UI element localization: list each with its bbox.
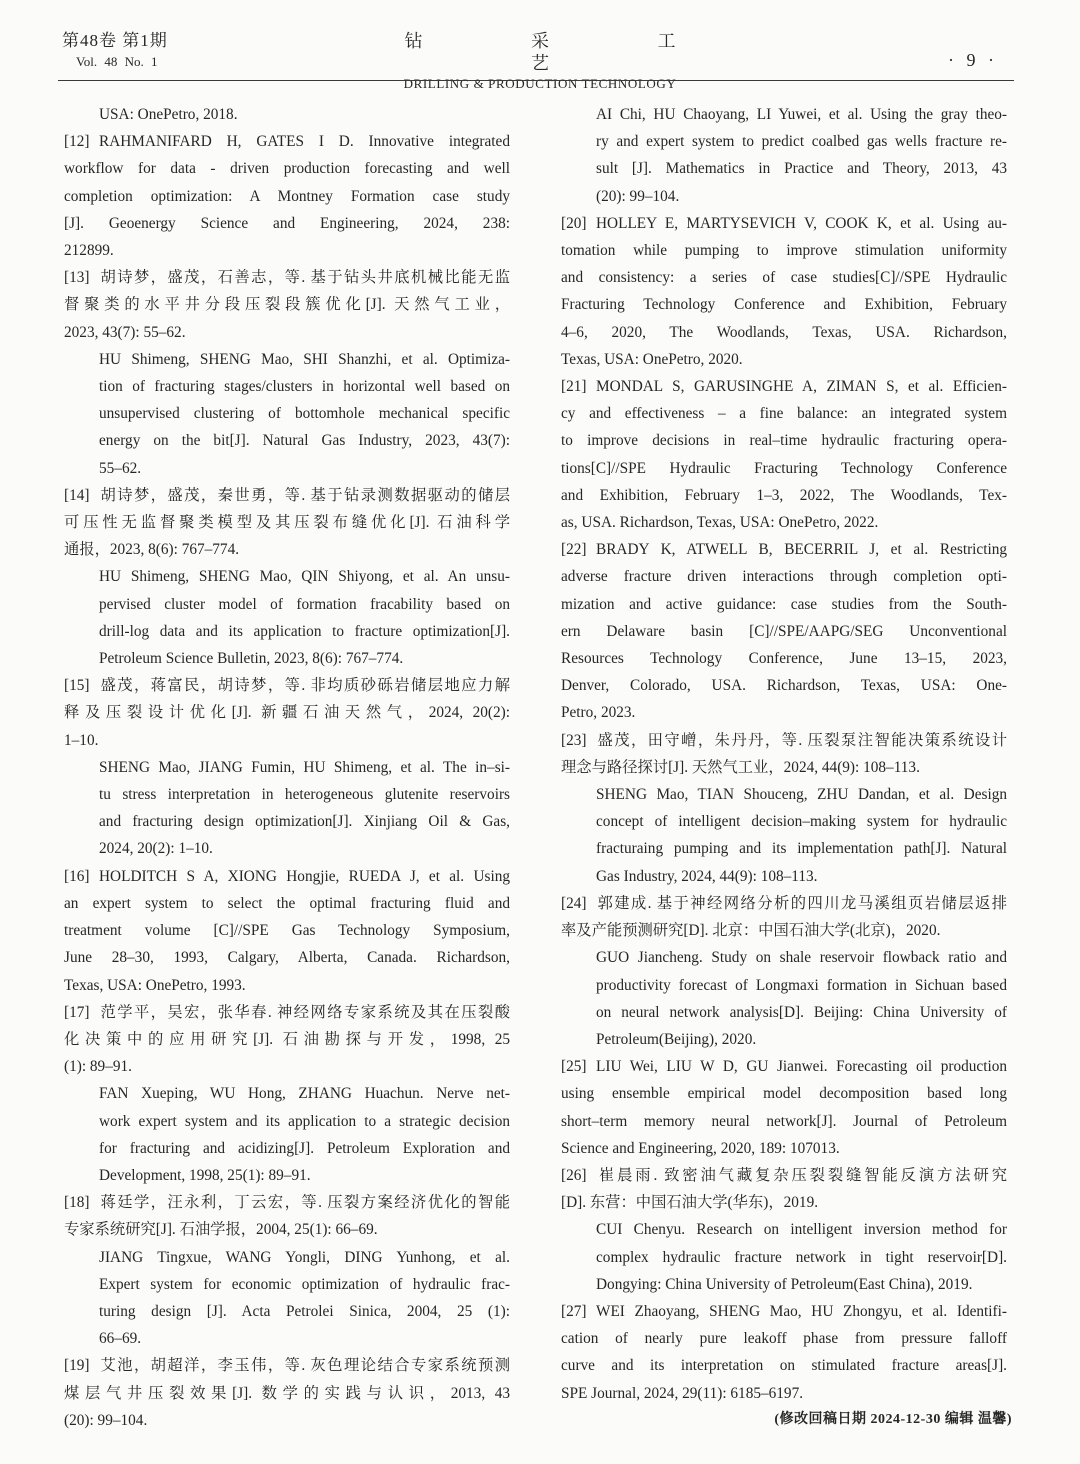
reference-text: LIU Wei, LIU W D, GU Jianwei. Forecasting oil production — [596, 1058, 1007, 1076]
reference-entry — [64, 1189, 510, 1243]
reference-entry — [561, 536, 1007, 726]
journal-title-cn: 钻 采 工 艺 — [404, 31, 728, 73]
reference-line: 专家系统研究[J]. 石油学报，2004, 25(1): 66–69. — [64, 1221, 378, 1239]
reference-number: [15] — [64, 677, 90, 695]
reference-line: tion of fracturing stages/clusters in horizontal well based on — [99, 378, 510, 396]
reference-line: 2023, 43(7): 55–62. — [64, 323, 186, 341]
reference-number: [20] — [561, 214, 587, 232]
reference-line: Expert system for economic optimization of hydraulic frac- — [99, 1275, 510, 1293]
reference-line: (1): 89–91. — [64, 1058, 132, 1076]
reference-line: sult [J]. Mathematics in Practice and Theory, 2013, 43 — [596, 160, 1007, 178]
reference-line: tomation while pumping to improve stimulation uniformity — [561, 242, 1007, 260]
reference-line — [561, 890, 1007, 917]
reference-line: for fracturing and acidizing[J]. Petroleum Exploration and — [99, 1139, 510, 1157]
reference-line — [64, 1352, 510, 1379]
reference-line: unsupervised clustering of bottomhole mechanical specific — [99, 405, 510, 423]
reference-line — [64, 999, 510, 1026]
journal-title — [360, 30, 728, 94]
reference-line — [64, 1189, 510, 1216]
reference-translation — [64, 563, 510, 672]
reference-line: JIANG Tingxue, WANG Yongli, DING Yunhong, et al. — [99, 1248, 510, 1266]
reference-line: ern Delaware basin [C]//SPE/AAPG/SEG Unconventional — [561, 622, 1007, 640]
reference-line: drill-log data and its application to fracture optimization[J]. — [99, 622, 510, 640]
reference-line: Denver, Colorado, USA. Richardson, Texas, USA: One- — [561, 677, 1007, 695]
reference-line: work expert system and its application to a strategic decision — [99, 1112, 510, 1130]
journal-title-en: DRILLING & PRODUCTION TECHNOLOGY — [403, 76, 677, 91]
reference-text: BRADY K, ATWELL B, BECERRIL J, et al. Restricting — [596, 541, 1007, 559]
reference-line — [561, 210, 1007, 237]
reference-number: [23] — [561, 731, 587, 749]
volume-info — [62, 30, 168, 72]
reference-number: [19] — [64, 1357, 90, 1375]
reference-line: GUO Jiancheng. Study on shale reservoir flowback ratio and — [596, 949, 1007, 967]
reference-number: [18] — [64, 1194, 90, 1212]
reference-line: 化决策中的应用研究[J]. 石油勘探与开发，1998, 25 — [64, 1030, 510, 1048]
reference-line — [561, 536, 1007, 563]
reference-line: [J]. Geoenergy Science and Engineering, 2024, 238: — [64, 214, 510, 232]
reference-line: FAN Xueping, WU Hong, ZHANG Huachun. Nerve net- — [99, 1085, 510, 1103]
reference-line: turing design [J]. Acta Petrolei Sinica, 2004, 25 (1): — [99, 1302, 510, 1320]
reference-entry — [64, 999, 510, 1081]
reference-line: 释及压裂设计优化[J]. 新疆石油天然气，2024, 20(2): — [64, 704, 510, 722]
reference-line: mization and active guidance: case studies from the South- — [561, 595, 1007, 613]
reference-line: cation of nearly pure leakoff phase from pressure falloff — [561, 1330, 1007, 1348]
reference-line: curve and its interpretation on stimulated fracture areas[J]. — [561, 1357, 1007, 1375]
reference-line: Petro, 2023. — [561, 704, 636, 722]
reference-line: an expert system to select the optimal fracturing fluid and — [64, 894, 510, 912]
reference-translation — [561, 944, 1007, 1053]
reference-line: 2024, 20(2): 1–10. — [99, 840, 213, 858]
reference-line — [561, 1053, 1007, 1080]
reference-line — [64, 863, 510, 890]
reference-line: tu stress interpretation in heterogeneous glutenite reservoirs — [99, 786, 510, 804]
reference-number: [14] — [64, 486, 90, 504]
reference-list — [64, 128, 510, 1434]
reference-line: and fracturing design optimization[J]. Xinjiang Oil & Gas, — [99, 813, 510, 831]
reference-entry — [64, 482, 510, 564]
reference-entry — [64, 128, 510, 264]
reference-line: 212899. — [64, 242, 114, 260]
reference-text: 崔晨雨. 致密油气藏复杂压裂裂缝智能反演方法研究 — [596, 1166, 1007, 1184]
reference-list — [561, 210, 1007, 1407]
page-number: · 9 · — [948, 50, 998, 70]
reference-line: pervised cluster model of formation fracability based on — [99, 595, 510, 613]
reference-line: 督聚类的水平井分段压裂段簇优化[J]. 天然气工业， — [64, 296, 510, 314]
reference-line: SHENG Mao, TIAN Shouceng, ZHU Dandan, et al. Design — [596, 786, 1007, 804]
reference-entry — [561, 1298, 1007, 1407]
reference-line: cy and effectiveness – a fine balance: an integrated system — [561, 405, 1007, 423]
reference-line: 率及产能预测研究[D]. 北京：中国石油大学(北京)，2020. — [561, 922, 941, 940]
reference-text: HOLDITCH S A, XIONG Hongjie, RUEDA J, et al. Using — [99, 867, 510, 885]
reference-line: Development, 1998, 25(1): 89–91. — [99, 1166, 311, 1184]
reference-line: 66–69. — [99, 1330, 142, 1348]
reference-number: [17] — [64, 1003, 90, 1021]
reference-translation — [64, 1244, 510, 1353]
reference-line: Gas Industry, 2024, 44(9): 108–113. — [596, 867, 818, 885]
reference-entry — [64, 672, 510, 754]
reference-line: completion optimization: A Montney Formation case study — [64, 187, 510, 205]
reference-line: Dongying: China University of Petroleum(East China), 2019. — [596, 1275, 973, 1293]
reference-line: (20): 99–104. — [64, 1411, 148, 1429]
reference-line: 55–62. — [99, 459, 142, 477]
reference-line: [D]. 东营：中国石油大学(华东)，2019. — [561, 1194, 819, 1212]
reference-entry — [561, 373, 1007, 536]
reference-line: short–term memory neural network[J]. Journal of Petroleum — [561, 1112, 1007, 1130]
reference-translation — [561, 781, 1007, 890]
reference-number: [26] — [561, 1166, 587, 1184]
reference-number: [25] — [561, 1058, 587, 1076]
reference-number: [27] — [561, 1302, 587, 1320]
reference-number: [22] — [561, 541, 587, 559]
reference-line: to improve decisions in real–time hydraulic fracturing opera- — [561, 432, 1007, 450]
reference-line: SHENG Mao, JIANG Fumin, HU Shimeng, et al. The in–si- — [99, 758, 510, 776]
reference-line: CUI Chenyu. Research on intelligent inversion method for — [596, 1221, 1007, 1239]
reference-column-right — [561, 101, 1007, 1407]
reference-line — [64, 672, 510, 699]
reference-entry — [64, 264, 510, 346]
reference-translation — [64, 1080, 510, 1189]
reference-line: 煤层气井压裂效果[J]. 数学的实践与认识，2013, 43 — [64, 1384, 510, 1402]
reference-line: productivity forecast of Longmaxi formation in Sichuan based — [596, 976, 1007, 994]
reference-line — [64, 128, 510, 155]
reference-text: 胡诗梦，盛茂，秦世勇，等. 基于钻录测数据驱动的储层 — [99, 486, 510, 504]
reference-number: [24] — [561, 894, 587, 912]
volume-en: Vol. 48 No. 1 — [76, 54, 158, 69]
reference-line: USA: OnePetro, 2018. — [99, 106, 238, 123]
reference-text: 盛茂，蒋富民，胡诗梦，等. 非均质砂砾岩储层地应力解 — [99, 677, 510, 695]
reference-line: HU Shimeng, SHENG Mao, SHI Shanzhi, et al. Optimiza- — [99, 350, 510, 368]
reference-number: [13] — [64, 269, 90, 287]
reference-column-left — [64, 101, 510, 1434]
reference-line: and consistency: a series of case studies[C]//SPE Hydraulic — [561, 269, 1007, 287]
reference-line — [64, 482, 510, 509]
reference-translation — [561, 1216, 1007, 1298]
reference-number: [16] — [64, 867, 90, 885]
volume-cn: 第48卷 第1期 — [62, 31, 168, 50]
reference-text: 范学平，吴宏，张华春. 神经网络专家系统及其在压裂酸 — [99, 1003, 510, 1021]
reference-number: [12] — [64, 133, 90, 151]
reference-line: on neural network analysis[D]. Beijing: China University of — [596, 1003, 1007, 1021]
reference-line: workflow for data - driven production forecasting and well — [64, 160, 510, 178]
reference-line — [561, 1298, 1007, 1325]
reference-line: concept of intelligent decision–making system for hydraulic — [596, 813, 1007, 831]
reference-entry — [561, 727, 1007, 781]
reference-line: complex hydraulic fracture network in tight reservoir[D]. — [596, 1248, 1007, 1266]
reference-entry — [64, 1352, 510, 1434]
reference-entry — [561, 1053, 1007, 1162]
reference-number: [21] — [561, 378, 587, 396]
reference-line: ry and expert system to predict coalbed gas wells fracture re- — [596, 133, 1007, 151]
header-divider — [58, 80, 1014, 81]
reference-entry — [64, 863, 510, 999]
reference-line: treatment volume [C]//SPE Gas Technology Symposium, — [64, 922, 510, 940]
reference-entry — [561, 210, 1007, 373]
reference-continuation — [561, 101, 1007, 210]
reference-line: 通报，2023, 8(6): 767–774. — [64, 541, 240, 559]
reference-line: Science and Engineering, 2020, 189: 107013. — [561, 1139, 840, 1157]
reference-line — [561, 727, 1007, 754]
reference-line: Texas, USA: OnePetro, 1993. — [64, 976, 246, 994]
reference-entry — [561, 1162, 1007, 1216]
reference-text: RAHMANIFARD H, GATES I D. Innovative integrated — [99, 133, 510, 151]
reference-line — [561, 1162, 1007, 1189]
reference-entry — [561, 890, 1007, 944]
reference-line: using ensemble empirical model decomposition based long — [561, 1085, 1007, 1103]
reference-line: as, USA. Richardson, Texas, USA: OnePetro, 2022. — [561, 514, 879, 532]
reference-line — [64, 264, 510, 291]
reference-line: Fracturing Technology Conference and Exhibition, February — [561, 296, 1007, 314]
reference-text: 胡诗梦，盛茂，石善志，等. 基于钻头井底机械比能无监 — [99, 269, 510, 287]
reference-line: 4–6, 2020, The Woodlands, Texas, USA. Richardson, — [561, 323, 1007, 341]
reference-text: 艾池，胡超洋，李玉伟，等. 灰色理论结合专家系统预测 — [99, 1357, 510, 1375]
reference-text: WEI Zhaoyang, SHENG Mao, HU Zhongyu, et al. Identifi- — [596, 1302, 1007, 1320]
reference-line: energy on the bit[J]. Natural Gas Industry, 2023, 43(7): — [99, 432, 510, 450]
reference-line: 理念与路径探讨[J]. 天然气工业，2024, 44(9): 108–113. — [561, 758, 920, 776]
reference-line: AI Chi, HU Chaoyang, LI Yuwei, et al. Using the gray theo- — [596, 106, 1007, 123]
reference-line: 可压性无监督聚类模型及其压裂布缝优化[J]. 石油科学 — [64, 514, 510, 532]
reference-translation — [64, 754, 510, 863]
reference-line: 1–10. — [64, 731, 99, 749]
reference-line — [561, 373, 1007, 400]
reference-line: June 28–30, 1993, Calgary, Alberta, Canada. Richardson, — [64, 949, 510, 967]
reference-text: 蒋廷学，汪永利，丁云宏，等. 压裂方案经济优化的智能 — [99, 1194, 510, 1212]
reference-line: tions[C]//SPE Hydraulic Fracturing Technology Conference — [561, 459, 1007, 477]
reference-line: fracturaing pumping and its implementation path[J]. Natural — [596, 840, 1007, 858]
reference-line: adverse fracture driven interactions through completion opti- — [561, 568, 1007, 586]
reference-translation — [64, 346, 510, 482]
reference-text: 盛茂，田守嶒，朱丹丹，等. 压裂泵注智能决策系统设计 — [596, 731, 1007, 749]
reference-line: Resources Technology Conference, June 13–15, 2023, — [561, 650, 1007, 668]
reference-text: HOLLEY E, MARTYSEVICH V, COOK K, et al. Using au- — [596, 214, 1007, 232]
reference-line: Texas, USA: OnePetro, 2020. — [561, 350, 743, 368]
reference-line: SPE Journal, 2024, 29(11): 6185–6197. — [561, 1384, 804, 1402]
revision-editor-note: (修改回稿日期 2024-12-30 编辑 温馨) — [774, 1412, 1012, 1427]
reference-line: Petroleum(Beijing), 2020. — [596, 1030, 757, 1048]
reference-line: HU Shimeng, SHENG Mao, QIN Shiyong, et al. An unsu- — [99, 568, 510, 586]
reference-line: and Exhibition, February 1–3, 2022, The Woodlands, Tex- — [561, 486, 1007, 504]
reference-line: (20): 99–104. — [596, 187, 680, 205]
reference-text: MONDAL S, GARUSINGHE A, ZIMAN S, et al. Efficien- — [596, 378, 1007, 396]
reference-text: 郭建成. 基于神经网络分析的四川龙马溪组页岩储层返排 — [596, 894, 1007, 912]
reference-continuation — [64, 101, 510, 128]
reference-line: Petroleum Science Bulletin, 2023, 8(6): 767–774. — [99, 650, 404, 668]
